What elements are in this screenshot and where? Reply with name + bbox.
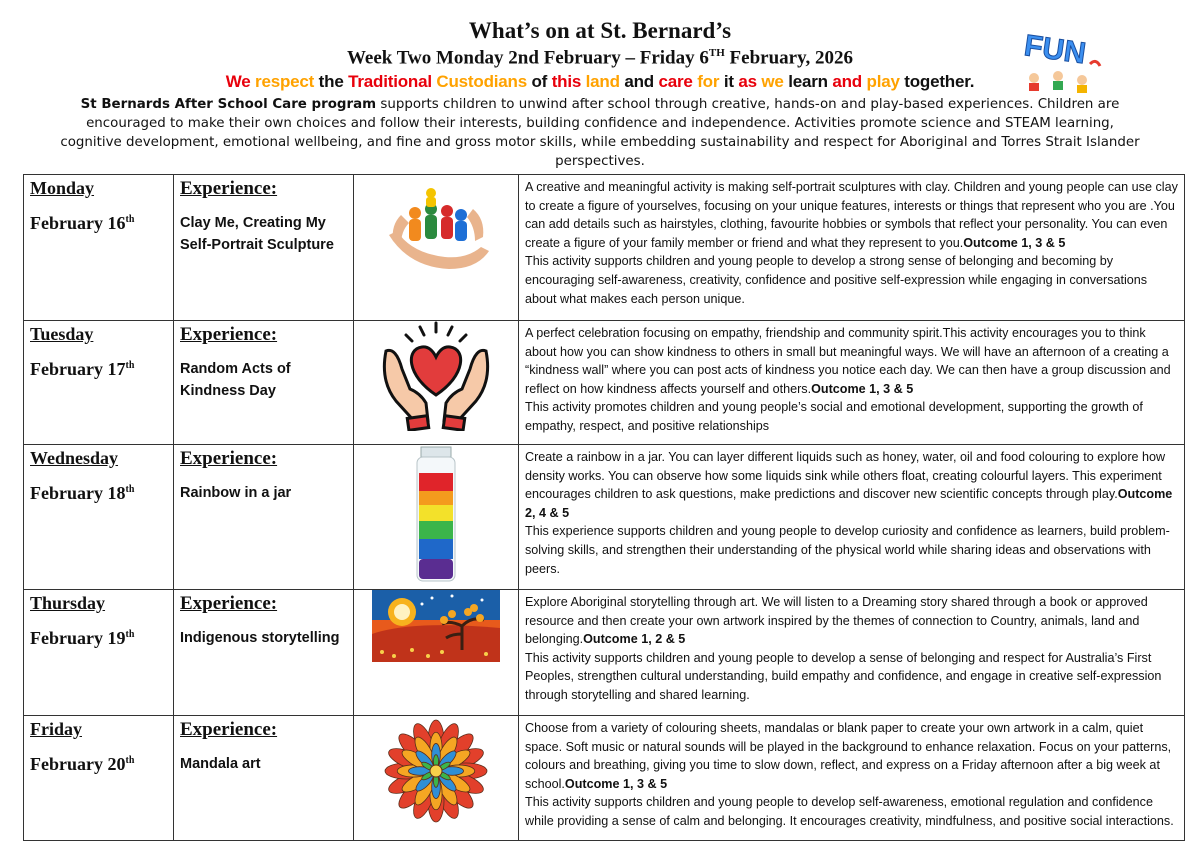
experience-title: Rainbow in a jar: [180, 485, 292, 501]
schedule-row: [24, 445, 1185, 590]
image-cell: [354, 590, 519, 716]
mandala-center: [430, 765, 442, 777]
outcome-label: Outcome 1, 2 & 5: [583, 632, 686, 647]
day-date: February 18th: [30, 483, 135, 503]
description-cell: [519, 175, 1185, 321]
acknowledgement-word: land: [585, 72, 620, 91]
rainbow-jar-icon: [409, 445, 463, 585]
acknowledgement-word: and: [832, 72, 862, 91]
description-cell: [519, 716, 1185, 841]
dot-painting-landscape-icon: [372, 590, 500, 662]
fun-logo-icon: [1020, 26, 1102, 96]
day-cell: [24, 321, 174, 445]
experience-cell: [174, 445, 354, 590]
image-cell: [354, 321, 519, 445]
acknowledgement-word: of: [531, 72, 548, 91]
experience-cell: [174, 716, 354, 841]
acknowledgement-word: as: [738, 72, 757, 91]
experience-heading: Experience:: [180, 448, 278, 469]
outcome-label: Outcome 1, 3 & 5: [811, 381, 914, 396]
acknowledgement-word: play: [866, 72, 900, 91]
activity-description: A creative and meaningful activity is making self-portrait sculptures with clay. Children and young people can use clay to create a figure of yourselves, focusing on your unique features, interests or things that represent who you are .You can add details such as hairstyles, clothing, favourite hobbies or symbols that reflect your personality. You can even create a figure of your family member or friend and what they represent to you.Outcome 1, 3 & 5 This activity supports children and young people to develop a strong sense of belonging and becoming by encouraging self-awareness, creativity, confidence and positive self-expression while engaging in conversations about what makes each person unique.: [525, 180, 1178, 306]
experience-title: Clay Me, Creating My Self-Portrait Sculpture: [180, 215, 334, 253]
clay-figures-in-hands-icon: [381, 175, 491, 275]
experience-heading: Experience:: [180, 719, 278, 740]
image-cell: [354, 175, 519, 321]
page-title: What’s on at St. Bernard’s: [468, 18, 732, 43]
description-cell: [519, 445, 1185, 590]
day-name: Monday: [30, 178, 95, 198]
schedule-table: [23, 174, 1185, 841]
experience-title: Mandala art: [180, 756, 261, 772]
day-name: Friday: [30, 719, 82, 739]
schedule-row: [24, 590, 1185, 716]
acknowledgement-word: We: [225, 72, 251, 91]
acknowledgement-word: Custodians: [436, 72, 527, 91]
acknowledgement-word: together.: [904, 72, 975, 91]
mandala-icon: [381, 716, 491, 826]
acknowledgement-word: and: [624, 72, 654, 91]
outcome-label: Outcome 2, 4 & 5: [525, 487, 1173, 520]
activity-description: A perfect celebration focusing on empathy, friendship and community spirit.This activity encourages you to think about how you can show kindness to others in small but meaningful ways. We will have an afternoon of a creating a “kindness wall” where you can post acts of kindness you notice each day. We can then have a group discussion and reflect on how kindness affects yourself and others.Outcome 1, 3 & 5 This activity promotes children and young people’s social and emotional development, supporting the growth of empathy, respect, and positive relationships: [525, 326, 1171, 433]
day-cell: [24, 716, 174, 841]
acknowledgement-word: we: [761, 72, 784, 91]
day-cell: [24, 445, 174, 590]
intro-bold: St Bernards After School Care program: [80, 97, 377, 112]
acknowledgement-word: this: [551, 72, 582, 91]
experience-heading: Experience:: [180, 593, 278, 614]
image-cell: [354, 716, 519, 841]
description-cell: [519, 590, 1185, 716]
experience-heading: Experience:: [180, 324, 278, 345]
day-date: February 17th: [30, 359, 135, 379]
activity-description: Create a rainbow in a jar. You can layer different liquids such as honey, water, oil and food colouring to explore how density works. You can observe how some liquids sink while others float, creating colourful layers. This experiment encourages children to ask questions, make predictions and discover new scientific concepts through play.Outcome 2, 4 & 5 This experience supports children and young people to develop curiosity and confidence as learners, build problem-solving skills, and strengthen their understanding of the physical world while sharing ideas and observations with peers.: [525, 450, 1173, 576]
schedule-row: [24, 321, 1185, 445]
acknowledgement-word: the: [318, 72, 344, 91]
day-name: Tuesday: [30, 324, 94, 344]
acknowledgement-word: it: [723, 72, 734, 91]
experience-title: Indigenous storytelling: [180, 630, 340, 646]
acknowledgement-word: Traditional: [348, 72, 432, 91]
schedule-row: [24, 175, 1185, 321]
day-date: February 19th: [30, 628, 135, 648]
image-cell: [354, 445, 519, 590]
outcome-label: Outcome 1, 3 & 5: [564, 776, 668, 791]
week-range-sup: TH: [708, 47, 725, 59]
experience-cell: [174, 175, 354, 321]
experience-title: Random Acts of Kindness Day: [180, 361, 291, 399]
heart-in-hands-icon: [376, 321, 496, 431]
day-cell: [24, 175, 174, 321]
acknowledgement-word: respect: [255, 72, 315, 91]
outcome-label: Outcome 1, 3 & 5: [963, 235, 1066, 250]
experience-cell: [174, 590, 354, 716]
schedule-row: [24, 716, 1185, 841]
acknowledgement-word: learn: [788, 72, 828, 91]
day-name: Thursday: [30, 593, 106, 613]
fun-logo-text: FUN: [1022, 29, 1088, 71]
experience-heading: Experience:: [180, 178, 278, 199]
acknowledgement-word: for: [697, 72, 720, 91]
activity-description: Choose from a variety of colouring sheets, mandalas or blank paper to create your own artwork in a calm, quiet space. Soft music or natural sounds will be played in the background to enhance relaxation. Focus on your patterns, colours and breathing, giving you time to slow down, reflect, and express on a Friday afternoon after a big week at school.Outcome 1, 3 & 5 This activity supports children and young people to develop self-awareness, emotional regulation and confidence while providing a sense of calm and belonging. It encourages creativity, mindfulness, and positive social interactions.: [525, 721, 1174, 828]
day-date: February 20th: [30, 754, 135, 774]
intro-text: supports children to unwind after school through creative, hands-on and play-based experiences. Children are encouraged to make their own choices and follow their interests, building confidence and independence. Activities promote science and STEAM learning, cognitive development, emotional wellbeing, and fine and gross motor skills, while embedding sustainability and respect for Aboriginal and Torres Strait Islander perspectives.: [60, 97, 1140, 169]
day-date: February 16th: [30, 213, 135, 233]
week-range-start: Week Two Monday 2nd February – Friday 6: [346, 47, 709, 69]
week-range-end: February, 2026: [724, 47, 854, 69]
activity-description: Explore Aboriginal storytelling through art. We will listen to a Dreaming story shared through a book or approved resource and then create your own artwork inspired by the themes of connection to Country, animals, land and belonging.Outcome 1, 2 & 5 This activity supports children and young people to develop a sense of belonging and respect for Australia’s First Peoples, strengthen cultural understanding, build empathy and confidence, and engage in creative self-expression through storytelling and shared learning.: [525, 595, 1162, 702]
fun-logo: [1020, 26, 1102, 96]
description-cell: [519, 321, 1185, 445]
day-cell: [24, 590, 174, 716]
acknowledgement-word: care: [658, 72, 693, 91]
day-name: Wednesday: [30, 448, 119, 468]
experience-cell: [174, 321, 354, 445]
intro-paragraph: [60, 95, 1140, 171]
